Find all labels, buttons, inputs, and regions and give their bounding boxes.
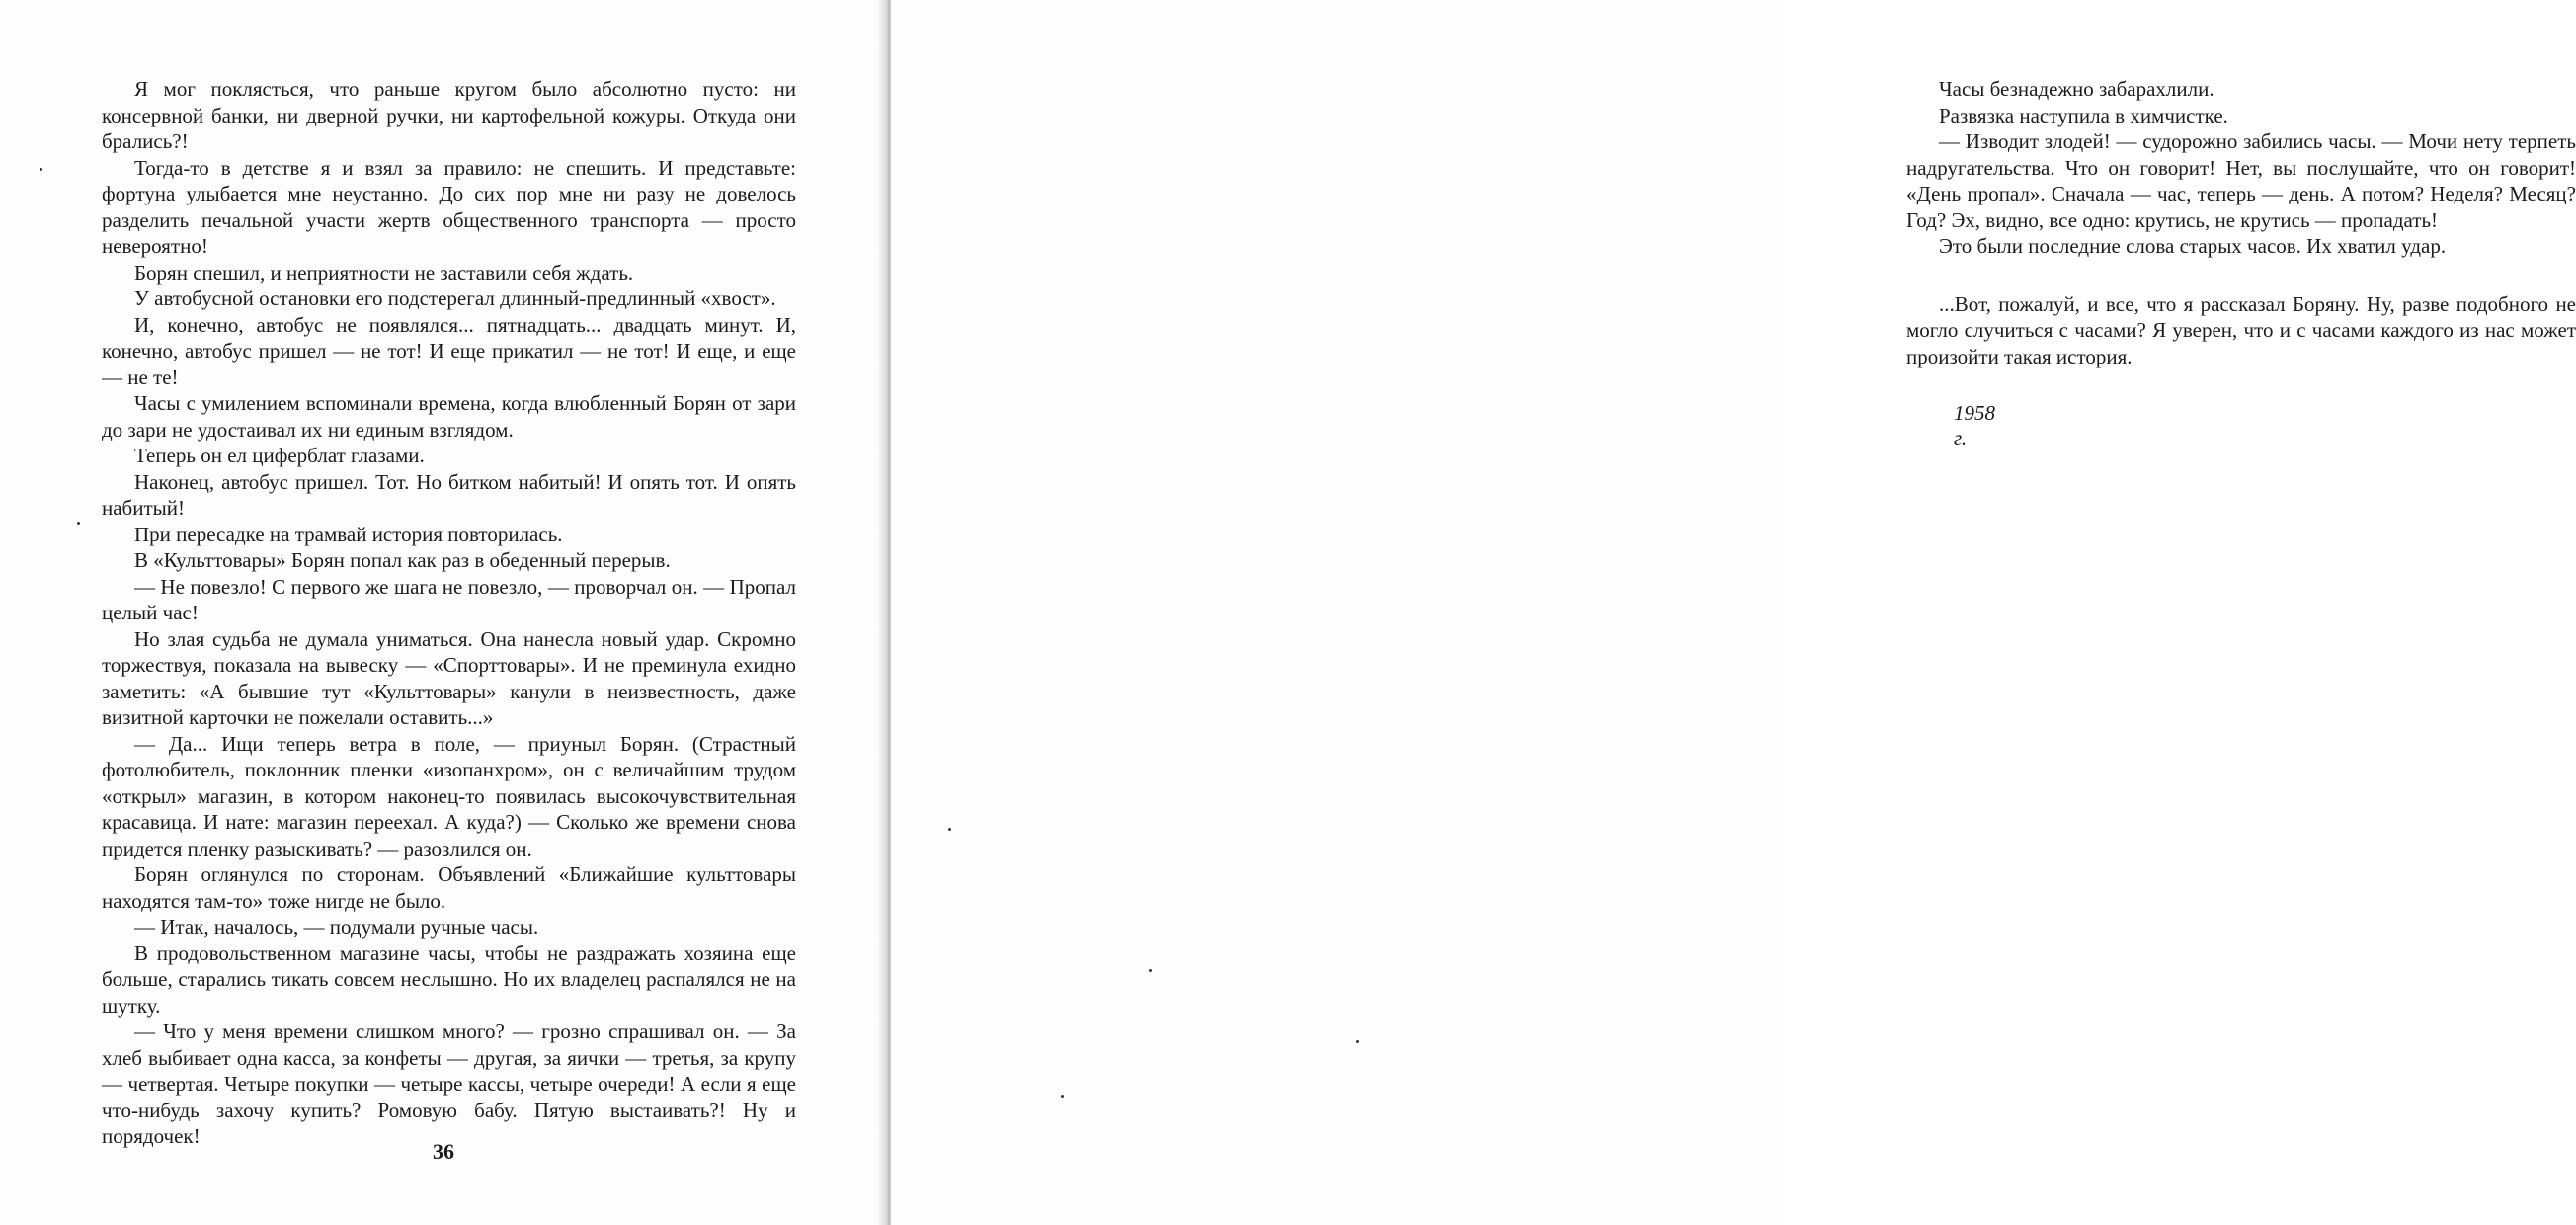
left-page-text [102,76,796,1150]
scan-speck [1149,969,1152,972]
paragraph: У автобусной остановки его подстерегал длинный-предлинный «хвост». [134,286,776,310]
paragraph: Я мог поклясться, что раньше кругом было абсолютно пусто: ни консервной банки, ни дверной ручки, ни картофельной кожуры. Откуда они брались?! [102,77,796,153]
scan-speck [40,168,42,171]
right-page [891,0,2576,1225]
scan-speck [948,828,951,831]
paragraph: В «Культтовары» Борян попал как раз в обеденный перерыв. [134,548,671,572]
left-page [0,0,887,1225]
scan-speck [1061,1095,1064,1098]
paragraph: Борян оглянулся по сторонам. Объявлений «Ближайшие культтовары находятся там-то» тоже нигде не было. [102,862,796,913]
paragraph: Часы с умилением вспоминали времена, когда влюбленный Борян от зари до зари не удостаивал их ни единым взглядом. [102,391,796,442]
paragraph: Это были последние слова старых часов. Их хватил удар. [1939,234,2447,258]
scan-speck [77,522,80,525]
paragraph: Тогда-то в детстве я и взял за правило: не спешить. И представьте: фортуна улыбается мне неустанно. До сих пор мне ни разу не довелось разделить печальной участи жертв общественного транспорта — просто невероятно! [102,155,796,258]
paragraph: В продовольственном магазине часы, чтобы не раздражать хозяина еще больше, старались тикать совсем неслышно. Но их владелец распалялся не на шутку. [102,940,796,1018]
paragraph: — Не повезло! С первого же шага не повезло, — проворчал он. — Пропал целый час! [102,574,796,624]
right-page-text [1906,76,2576,369]
paragraph: Борян спешил, и неприятности не заставили себя ждать. [134,260,634,285]
year-signature: 1958 г. [1954,401,1995,449]
paragraph: — Итак, началось, — подумали ручные часы. [134,915,539,939]
paragraph: — Да... Ищи теперь ветра в поле, — приуныл Борян. (Страстный фотолюбитель, поклонник пленки «изопанхром», он с величайшим трудом «открыл» магазин, в котором наконец-то появилась высокочувствительная красавица. И нате: магазин переехал. А куда?) — Сколько же времени снова придется пленку разыскивать? — разозлился он. [102,731,796,860]
paragraph: Часы безнадежно забарахлили. [1939,77,2214,101]
paragraph: И, конечно, автобус не появлялся... пятнадцать... двадцать минут. И, конечно, автобус пришел — не тот! И еще прикатил — не тот! И еще, и еще — не те! [102,312,796,389]
section-gap [1906,260,2576,291]
page-number: 36 [433,1139,454,1164]
paragraph: Теперь он ел циферблат глазами. [134,444,425,467]
paragraph: При пересадке на трамвай история повторилась. [134,522,563,546]
paragraph: Но злая судьба не думала униматься. Она нанесла новый удар. Скромно торжествуя, показала на вывеску — «Спорттовары». И не преминула ехидно заметить: «А бывшие тут «Культтовары» канули в неизвестность, даже визитной карточки не пожелали оставить...» [102,626,796,729]
paragraph: Развязка наступила в химчистке. [1939,103,2228,127]
paragraph: — Изводит злодей! — судорожно забились часы. — Мочи нету терпеть надругательства. Что он говорит! Нет, вы послушайте, что он говорит! «День пропал». Сначала — час, теперь — день. А потом? Неделя? Месяц? Год? Эх, видно, все одно: крутись, не крутись — пропадать! [1906,129,2576,232]
paragraph: Наконец, автобус пришел. Тот. Но битком набитый! И опять тот. И опять набитый! [102,469,796,520]
scan-speck [1356,1040,1359,1043]
paragraph: — Что у меня времени слишком много? — грозно спрашивал он. — За хлеб выбивает одна касса, за конфеты — другая, за яички — третья, за крупу — четвертая. Четыре покупки — четыре кассы, четыре очереди! А если я еще что-нибудь захочу купить? Ромовую бабу. Пятую выстаивать?! Ну и порядочек! [102,1020,796,1148]
closing-paragraph: ...Вот, пожалуй, и все, что я рассказал Боряну. Ну, разве подобного не могло случиться с часами? Я уверен, что и с часами каждого из нас может произойти такая история. [1906,291,2576,368]
